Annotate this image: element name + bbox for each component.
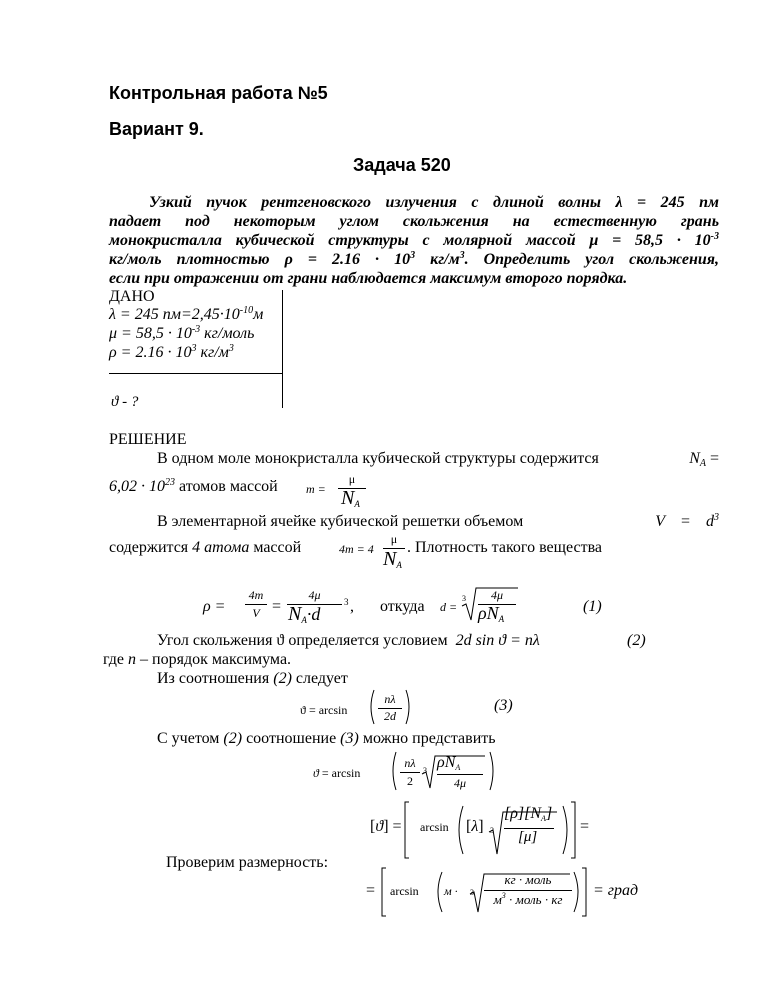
- theta3-lhs: ϑ = arcsin: [300, 703, 348, 717]
- find-theta: ϑ - ?: [111, 394, 139, 410]
- dim-units-bar: [484, 890, 572, 891]
- d-root-index: 3: [462, 594, 466, 603]
- given-wavelength: λ = 245 $пм=2,45\cdot 10^{-10}м$: [109, 305, 264, 323]
- problem-line-2: падает под некоторым углом скольжения на естественную грань: [109, 213, 719, 230]
- rho-equals: =: [272, 598, 282, 615]
- solution-para-3: В элементарной ячейке кубической решетки объемом V = $d^3$: [157, 512, 719, 530]
- thetaf-root-bar: [437, 774, 483, 775]
- rho-frac1-den: V: [252, 606, 260, 620]
- rho-frac2-den: $N_A\cdot d$: [288, 603, 321, 625]
- solution-label: РЕШЕНИЕ: [109, 431, 187, 448]
- solution-para-6: где n – порядок максимума.: [103, 651, 292, 668]
- equation-number-1: (1): [583, 598, 602, 615]
- rho-lhs: ρ =: [203, 598, 226, 615]
- theta3-num: nλ: [384, 692, 396, 706]
- dim-root-index: 3: [490, 826, 494, 835]
- dim-check-label: Проверим размерность:: [166, 854, 329, 871]
- solution-para-4: содержится 4 атома массой: [109, 539, 302, 556]
- given-vertical-divider: [282, 290, 283, 408]
- problem-line-5: если при отражении от грани наблюдается максимум второго порядка.: [109, 270, 628, 287]
- density-intro: . Плотность такого вещества: [407, 539, 603, 556]
- dim-arcsin-1: arcsin: [420, 820, 449, 834]
- variant-label: Вариант 9.: [109, 119, 204, 139]
- rho-frac2-num: 4μ: [308, 588, 321, 602]
- d-den: $\rho N_A$: [478, 603, 505, 624]
- d-num: 4μ: [490, 588, 504, 602]
- dim-num-units: кг · моль: [504, 872, 552, 887]
- given-divider: [109, 373, 282, 374]
- m4-lhs: 4m = 4: [339, 542, 374, 556]
- given-label: ДАНО: [109, 288, 155, 305]
- solution-para-1: В одном моле монокристалла кубической структуры содержится $N_A$ =: [157, 450, 719, 469]
- d-lhs: d =: [440, 600, 458, 614]
- dim-lambda: [λ]: [466, 818, 484, 835]
- dim-equals-2: =: [366, 882, 376, 899]
- task-title: Задача 520: [353, 155, 451, 175]
- dim-arcsin-2: arcsin: [390, 884, 419, 898]
- m-lhs: m =: [306, 482, 326, 496]
- work-title: Контрольная работа №5: [109, 83, 328, 103]
- equation-number-2: (2): [627, 632, 646, 649]
- thetaf-root-num: $\rho N_A$: [437, 754, 461, 772]
- thetaf-root-index: 3: [423, 766, 427, 775]
- theta3-den: 2d: [384, 709, 396, 723]
- solution-para-5: Угол скольжения ϑ определяется условием 2d sin ϑ = nλ: [157, 632, 540, 649]
- otkuda-label: откуда: [380, 598, 425, 615]
- thetaf-den: 2: [407, 774, 413, 788]
- thetaf-bar: [400, 772, 420, 773]
- dim-root-num: $[\rho][N_A]$: [504, 805, 553, 823]
- dim-root-index-2: 3: [470, 888, 474, 897]
- dim-root-den: [μ]: [518, 829, 538, 845]
- dim-equals-1: =: [580, 818, 590, 835]
- thetaf-lhs: ϑ = arcsin: [313, 766, 361, 780]
- thetaf-num: nλ: [404, 756, 416, 770]
- m-denominator: $N_A$: [341, 487, 360, 509]
- dim-result: = град: [593, 882, 639, 899]
- dim-theta-lhs: [ϑ] =: [370, 818, 402, 835]
- rho-cube: 3: [344, 597, 349, 607]
- m4-denominator: $N_A$: [383, 548, 402, 570]
- rho-frac1-num: 4m: [248, 588, 264, 602]
- rho-frac1-bar: [245, 604, 267, 605]
- dim-den-units: $м^3$ · моль · кг: [493, 891, 563, 907]
- problem-line-1: Узкий пучок рентгеновского излучения с длиной волны λ = 245 пм: [149, 194, 719, 211]
- solution-para-2: $6,02 \cdot 10^{23}$ атомов массой: [109, 477, 278, 495]
- dim-meter: м ·: [444, 884, 458, 898]
- problem-line-3: монокристалла кубической структуры с молярной массой $\mu = 58,5 \cdot 10^{-3}$: [109, 231, 719, 249]
- thetaf-root-den: 4μ: [453, 776, 467, 790]
- given-density: $\rho = 2.16 \cdot 10^3$ $кг/м^3$: [109, 343, 234, 361]
- problem-line-4: кг/моль плотностью $\rho = 2.16 \cdot 10^3$ $кг/м^3$. Определить угол скольжения,: [109, 250, 720, 268]
- m4-numerator: μ: [390, 532, 398, 546]
- solution-para-8: С учетом (2) соотношение (3) можно представить: [157, 730, 496, 747]
- solution-para-7: Из соотношения (2) следует: [157, 670, 348, 687]
- given-molar-mass: $\mu = 58,5 \cdot 10^{-3}$ кг/моль: [109, 324, 255, 342]
- m-numerator: μ: [348, 472, 356, 486]
- equation-number-3: (3): [494, 697, 513, 714]
- rho-comma: ,: [350, 598, 354, 615]
